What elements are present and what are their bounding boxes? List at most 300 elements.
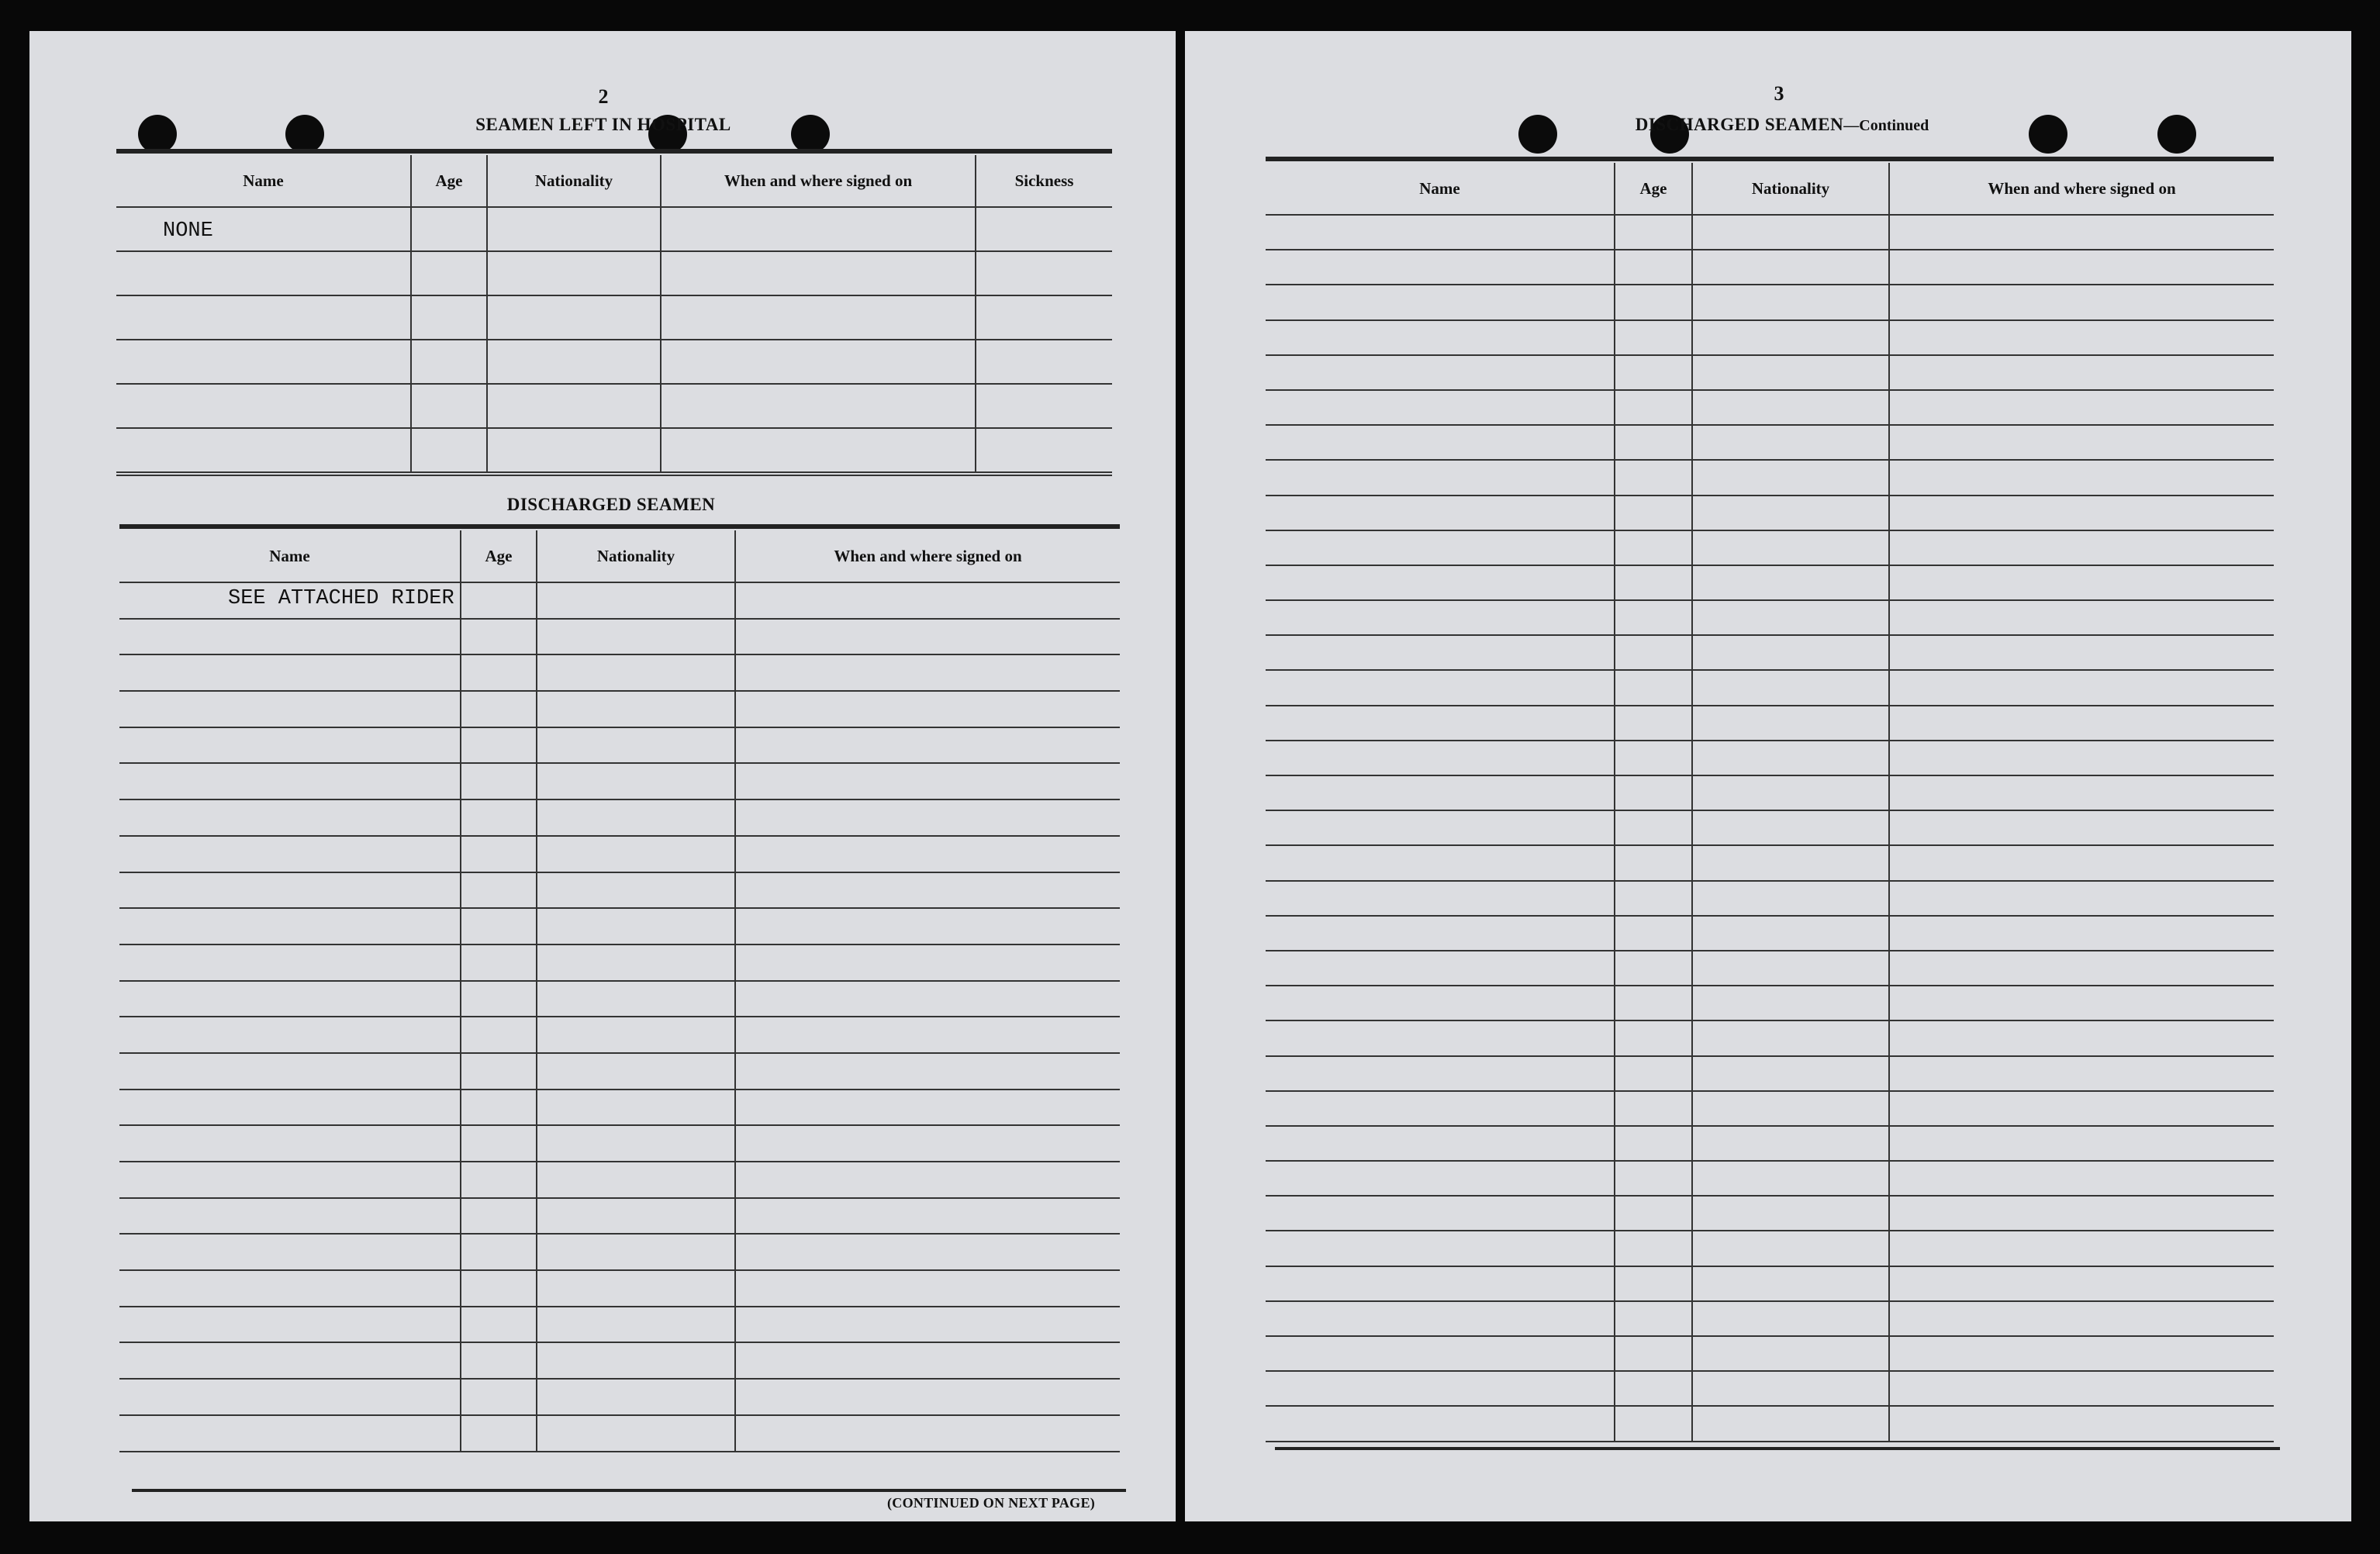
table-cell[interactable]: [1889, 1020, 2274, 1055]
table-cell[interactable]: [537, 908, 735, 944]
table-cell[interactable]: [461, 582, 537, 619]
table-cell[interactable]: [116, 384, 411, 428]
table-cell[interactable]: [537, 1342, 735, 1379]
table-cell[interactable]: [1692, 1371, 1889, 1406]
table-cell[interactable]: [735, 619, 1120, 655]
table-cell[interactable]: [487, 207, 661, 251]
table-cell[interactable]: [1889, 1336, 2274, 1371]
table-cell[interactable]: [1615, 250, 1692, 285]
table-cell[interactable]: [976, 251, 1112, 295]
table-cell[interactable]: [461, 1342, 537, 1379]
table-cell[interactable]: [1615, 1020, 1692, 1055]
table-cell[interactable]: [1615, 355, 1692, 390]
table-cell[interactable]: [461, 1198, 537, 1235]
table-cell[interactable]: [1615, 285, 1692, 319]
table-row: [119, 619, 1120, 655]
table-cell[interactable]: [1889, 425, 2274, 460]
table-cell[interactable]: [487, 295, 661, 340]
table-cell[interactable]: [1266, 530, 1615, 565]
table-cell[interactable]: [537, 1379, 735, 1415]
table-cell[interactable]: [1889, 1406, 2274, 1441]
table-cell[interactable]: [411, 384, 487, 428]
table-cell[interactable]: [461, 1234, 537, 1270]
table-cell[interactable]: [537, 1162, 735, 1198]
table-cell[interactable]: [1615, 810, 1692, 845]
table-cell[interactable]: [461, 908, 537, 944]
table-cell[interactable]: [1615, 670, 1692, 705]
table-cell[interactable]: [735, 1415, 1120, 1452]
table-cell[interactable]: [116, 251, 411, 295]
table-cell[interactable]: [1692, 881, 1889, 916]
table-cell[interactable]: [1615, 565, 1692, 600]
table-cell[interactable]: [1889, 1301, 2274, 1336]
table-cell[interactable]: [119, 619, 461, 655]
table-cell[interactable]: [119, 872, 461, 909]
table-cell[interactable]: [1615, 530, 1692, 565]
table-cell[interactable]: [661, 384, 976, 428]
table-cell[interactable]: [1266, 355, 1615, 390]
hospital-table: [116, 155, 1112, 473]
table-cell[interactable]: [461, 1415, 537, 1452]
table-cell[interactable]: [1692, 1196, 1889, 1231]
table-row: [119, 727, 1120, 764]
table-cell[interactable]: [1889, 460, 2274, 495]
table-cell[interactable]: [1889, 1161, 2274, 1196]
table-row: [119, 1162, 1120, 1198]
table-cell[interactable]: [119, 944, 461, 981]
table-cell[interactable]: [411, 340, 487, 384]
table-cell[interactable]: [119, 799, 461, 836]
table-cell[interactable]: [1266, 670, 1615, 705]
table-cell[interactable]: [537, 1234, 735, 1270]
table-cell[interactable]: [976, 428, 1112, 472]
table-cell[interactable]: [1266, 1266, 1615, 1301]
table-cell[interactable]: [537, 1017, 735, 1053]
table-cell[interactable]: [461, 944, 537, 981]
table-cell[interactable]: [735, 763, 1120, 799]
table-cell[interactable]: [1615, 1231, 1692, 1266]
table-cell[interactable]: [1266, 706, 1615, 741]
table-cell[interactable]: [735, 1198, 1120, 1235]
table-cell[interactable]: [537, 1090, 735, 1126]
table-cell[interactable]: [1889, 845, 2274, 880]
table-cell[interactable]: [411, 251, 487, 295]
table-cell[interactable]: [735, 1090, 1120, 1126]
table-cell[interactable]: [1692, 810, 1889, 845]
table-cell[interactable]: [1266, 881, 1615, 916]
table-cell[interactable]: [1615, 1196, 1692, 1231]
table-cell[interactable]: [1692, 775, 1889, 810]
table-cell[interactable]: [1615, 1056, 1692, 1091]
table-cell[interactable]: [1615, 916, 1692, 951]
table-row: [119, 1415, 1120, 1452]
table-cell[interactable]: [1266, 285, 1615, 319]
table-cell[interactable]: [1889, 986, 2274, 1020]
table-cell[interactable]: [1615, 1091, 1692, 1126]
table-cell[interactable]: [1266, 1161, 1615, 1196]
table-cell[interactable]: [1889, 635, 2274, 670]
table-cell[interactable]: [119, 1125, 461, 1162]
table-cell[interactable]: [537, 836, 735, 872]
table-cell[interactable]: [1692, 741, 1889, 775]
table-cell[interactable]: [1266, 1056, 1615, 1091]
table-cell[interactable]: [1266, 496, 1615, 530]
table-cell[interactable]: [461, 799, 537, 836]
table-row: [119, 654, 1120, 691]
table-cell[interactable]: [119, 1162, 461, 1198]
table-cell[interactable]: [661, 340, 976, 384]
table-row: [1266, 1196, 2274, 1231]
table-cell[interactable]: [1889, 881, 2274, 916]
table-cell[interactable]: [1889, 355, 2274, 390]
table-cell[interactable]: [1266, 1091, 1615, 1126]
table-row: [119, 799, 1120, 836]
table-cell[interactable]: [661, 207, 976, 251]
table-cell[interactable]: [1692, 565, 1889, 600]
table-cell[interactable]: [735, 1125, 1120, 1162]
table-cell[interactable]: [116, 428, 411, 472]
table-cell[interactable]: [537, 727, 735, 764]
table-cell[interactable]: [1266, 565, 1615, 600]
table-cell[interactable]: [1692, 1056, 1889, 1091]
table-cell[interactable]: [735, 691, 1120, 727]
table-cell[interactable]: [1692, 845, 1889, 880]
table-row: [1266, 565, 2274, 600]
table-cell[interactable]: [487, 340, 661, 384]
table-cell[interactable]: [1615, 600, 1692, 635]
table-cell[interactable]: [119, 836, 461, 872]
table-row: [119, 691, 1120, 727]
table-cell[interactable]: [1266, 460, 1615, 495]
table-cell[interactable]: [1615, 1301, 1692, 1336]
table-cell[interactable]: [119, 908, 461, 944]
table-cell[interactable]: [1615, 775, 1692, 810]
table-cell[interactable]: [1889, 1266, 2274, 1301]
table-cell[interactable]: [735, 872, 1120, 909]
table-cell[interactable]: [1615, 1126, 1692, 1161]
table-cell[interactable]: [1692, 1020, 1889, 1055]
table-cell[interactable]: [1266, 425, 1615, 460]
table-cell[interactable]: [976, 207, 1112, 251]
table-cell[interactable]: [1266, 986, 1615, 1020]
table-cell[interactable]: [119, 1053, 461, 1090]
table-cell[interactable]: [1615, 1336, 1692, 1371]
table-cell[interactable]: [461, 981, 537, 1017]
table-cell[interactable]: [1266, 215, 1615, 250]
table-cell[interactable]: [537, 691, 735, 727]
title-rule: [119, 524, 1120, 529]
table-cell[interactable]: [1266, 775, 1615, 810]
table-cell[interactable]: [487, 384, 661, 428]
table-cell[interactable]: [1615, 706, 1692, 741]
table-cell[interactable]: [537, 1053, 735, 1090]
table-cell[interactable]: [119, 1307, 461, 1343]
table-cell[interactable]: [411, 207, 487, 251]
table-cell[interactable]: [1266, 600, 1615, 635]
table-cell[interactable]: [1615, 951, 1692, 986]
table-cell[interactable]: [119, 727, 461, 764]
table-cell[interactable]: [1266, 916, 1615, 951]
section-title-main: DISCHARGED SEAMEN: [1635, 115, 1844, 134]
table-cell[interactable]: [1692, 916, 1889, 951]
table-cell[interactable]: [461, 1125, 537, 1162]
table-cell[interactable]: [119, 1234, 461, 1270]
table-cell[interactable]: [461, 691, 537, 727]
table-cell[interactable]: [1615, 425, 1692, 460]
table-cell[interactable]: [1615, 986, 1692, 1020]
table-cell[interactable]: [735, 799, 1120, 836]
table-cell[interactable]: [487, 251, 661, 295]
table-cell[interactable]: [119, 1198, 461, 1235]
title-rule: [116, 149, 1112, 154]
table-cell[interactable]: [1889, 1196, 2274, 1231]
table-cell[interactable]: [1889, 1371, 2274, 1406]
table-cell[interactable]: [119, 1090, 461, 1126]
table-cell[interactable]: [116, 207, 411, 251]
table-cell[interactable]: [537, 944, 735, 981]
table-cell[interactable]: [1692, 1091, 1889, 1126]
table-row: [116, 384, 1112, 428]
typed-entry: NONE: [163, 219, 213, 243]
table-cell[interactable]: [1266, 1126, 1615, 1161]
table-row: [116, 340, 1112, 384]
table-cell[interactable]: [1889, 496, 2274, 530]
table-cell[interactable]: [1692, 1126, 1889, 1161]
table-cell[interactable]: [735, 1017, 1120, 1053]
table-cell[interactable]: [735, 981, 1120, 1017]
table-cell[interactable]: [119, 1270, 461, 1307]
punch-hole: [2029, 115, 2067, 154]
table-cell[interactable]: [1692, 1161, 1889, 1196]
table-cell[interactable]: [461, 1053, 537, 1090]
table-cell[interactable]: [461, 1162, 537, 1198]
table-cell[interactable]: [1692, 390, 1889, 425]
table-cell[interactable]: [537, 1125, 735, 1162]
table-row: [1266, 530, 2274, 565]
table-cell[interactable]: [1615, 1406, 1692, 1441]
table-cell[interactable]: [1615, 460, 1692, 495]
table-cell[interactable]: [116, 295, 411, 340]
discharged-continued-table: [1266, 163, 2274, 1442]
table-cell[interactable]: [976, 295, 1112, 340]
table-cell[interactable]: [1889, 285, 2274, 319]
table-cell[interactable]: [1692, 355, 1889, 390]
table-cell[interactable]: [735, 654, 1120, 691]
table-cell[interactable]: [735, 944, 1120, 981]
table-cell[interactable]: [1615, 741, 1692, 775]
table-cell[interactable]: [1692, 1336, 1889, 1371]
table-bottom-rule: [116, 475, 1112, 476]
table-row: [116, 428, 1112, 472]
table-cell[interactable]: [1889, 390, 2274, 425]
table-cell[interactable]: [537, 981, 735, 1017]
table-cell[interactable]: [735, 908, 1120, 944]
table-cell[interactable]: [661, 428, 976, 472]
table-cell[interactable]: [119, 981, 461, 1017]
table-cell[interactable]: [487, 428, 661, 472]
table-cell[interactable]: [1889, 1126, 2274, 1161]
table-cell[interactable]: [461, 1307, 537, 1343]
table-cell[interactable]: [1692, 285, 1889, 319]
table-cell[interactable]: [537, 1415, 735, 1452]
table-cell[interactable]: [1692, 250, 1889, 285]
table-cell[interactable]: [1615, 635, 1692, 670]
table-cell[interactable]: [119, 691, 461, 727]
table-cell[interactable]: [537, 619, 735, 655]
table-cell[interactable]: [976, 384, 1112, 428]
table-cell[interactable]: [735, 1162, 1120, 1198]
table-cell[interactable]: [1266, 741, 1615, 775]
table-cell[interactable]: [1615, 1161, 1692, 1196]
table-cell[interactable]: [735, 1234, 1120, 1270]
table-cell[interactable]: [1692, 706, 1889, 741]
table-cell[interactable]: [119, 1017, 461, 1053]
table-cell[interactable]: [411, 428, 487, 472]
table-cell[interactable]: [537, 582, 735, 619]
table-cell[interactable]: [1889, 775, 2274, 810]
table-cell[interactable]: [461, 1090, 537, 1126]
table-cell[interactable]: [119, 1342, 461, 1379]
table-cell[interactable]: [735, 1053, 1120, 1090]
table-row: [1266, 741, 2274, 775]
table-cell[interactable]: [1266, 1020, 1615, 1055]
table-cell[interactable]: [1889, 215, 2274, 250]
table-cell[interactable]: [1692, 986, 1889, 1020]
table-cell[interactable]: [1266, 951, 1615, 986]
table-cell[interactable]: [1615, 390, 1692, 425]
table-row: [119, 872, 1120, 909]
table-cell[interactable]: [461, 1270, 537, 1307]
table-cell[interactable]: [1266, 250, 1615, 285]
table-cell[interactable]: [461, 654, 537, 691]
table-cell[interactable]: [735, 1307, 1120, 1343]
table-cell[interactable]: [1266, 1196, 1615, 1231]
table-cell[interactable]: [1692, 1301, 1889, 1336]
table-cell[interactable]: [1266, 635, 1615, 670]
table-cell[interactable]: [1615, 845, 1692, 880]
table-cell[interactable]: [1692, 1266, 1889, 1301]
table-cell[interactable]: [119, 763, 461, 799]
table-cell[interactable]: [1266, 1336, 1615, 1371]
table-cell[interactable]: [1266, 845, 1615, 880]
table-cell[interactable]: [1266, 810, 1615, 845]
table-cell[interactable]: [1615, 1371, 1692, 1406]
table-cell[interactable]: [119, 1415, 461, 1452]
table-cell[interactable]: [1266, 390, 1615, 425]
table-cell[interactable]: [1889, 706, 2274, 741]
table-cell[interactable]: [661, 251, 976, 295]
table-cell[interactable]: [1692, 425, 1889, 460]
table-row: [1266, 250, 2274, 285]
table-cell[interactable]: [735, 1342, 1120, 1379]
table-cell[interactable]: [461, 1379, 537, 1415]
table-cell[interactable]: [461, 836, 537, 872]
table-cell[interactable]: [1692, 530, 1889, 565]
table-cell[interactable]: [537, 1198, 735, 1235]
page-number: 2: [598, 85, 609, 108]
table-cell[interactable]: [1266, 1406, 1615, 1441]
table-cell[interactable]: [1692, 460, 1889, 495]
table-cell[interactable]: [116, 340, 411, 384]
table-cell[interactable]: [119, 654, 461, 691]
table-cell[interactable]: [461, 619, 537, 655]
table-cell[interactable]: [1266, 1371, 1615, 1406]
table-cell[interactable]: [537, 872, 735, 909]
table-cell[interactable]: [119, 1379, 461, 1415]
table-cell[interactable]: [1889, 1091, 2274, 1126]
table-cell[interactable]: [1266, 1301, 1615, 1336]
table-cell[interactable]: [1889, 250, 2274, 285]
table-cell[interactable]: [1615, 215, 1692, 250]
table-cell[interactable]: [1692, 215, 1889, 250]
table-cell[interactable]: [1266, 320, 1615, 355]
table-cell[interactable]: [537, 654, 735, 691]
table-cell[interactable]: [1889, 1056, 2274, 1091]
table-cell[interactable]: [1615, 881, 1692, 916]
table-cell[interactable]: [735, 582, 1120, 619]
table-cell[interactable]: [1889, 320, 2274, 355]
table-cell[interactable]: [1692, 635, 1889, 670]
table-cell[interactable]: [1889, 670, 2274, 705]
table-cell[interactable]: [735, 727, 1120, 764]
table-cell[interactable]: [1266, 1231, 1615, 1266]
punch-hole: [285, 115, 324, 154]
table-cell[interactable]: [461, 872, 537, 909]
table-cell[interactable]: [461, 763, 537, 799]
table-cell[interactable]: [537, 763, 735, 799]
table-bottom-rule: [132, 1489, 1126, 1492]
table-row: [116, 295, 1112, 340]
table-cell[interactable]: [1692, 1406, 1889, 1441]
table-cell[interactable]: [537, 1270, 735, 1307]
table-row: [1266, 845, 2274, 880]
table-cell[interactable]: [1889, 741, 2274, 775]
table-row: [119, 1307, 1120, 1343]
table-cell[interactable]: [1889, 810, 2274, 845]
table-cell[interactable]: [1615, 320, 1692, 355]
table-cell[interactable]: [1615, 496, 1692, 530]
table-cell[interactable]: [411, 295, 487, 340]
table-cell[interactable]: [1692, 1231, 1889, 1266]
right-page: [1185, 31, 2351, 1521]
table-cell[interactable]: [1889, 600, 2274, 635]
table-cell[interactable]: [1692, 600, 1889, 635]
table-cell[interactable]: [1615, 1266, 1692, 1301]
table-cell[interactable]: [119, 582, 461, 619]
table-cell[interactable]: [1692, 951, 1889, 986]
table-cell[interactable]: [1692, 670, 1889, 705]
table-cell[interactable]: [461, 1017, 537, 1053]
table-cell[interactable]: [1889, 951, 2274, 986]
column-header: Nationality: [1692, 163, 1889, 215]
table-row: [1266, 670, 2274, 705]
table-cell[interactable]: [537, 1307, 735, 1343]
table-cell[interactable]: [661, 295, 976, 340]
table-cell[interactable]: [1889, 530, 2274, 565]
table-cell[interactable]: [1889, 1231, 2274, 1266]
table-cell[interactable]: [1889, 565, 2274, 600]
table-cell[interactable]: [461, 727, 537, 764]
table-cell[interactable]: [1889, 916, 2274, 951]
table-cell[interactable]: [1692, 320, 1889, 355]
table-row: [1266, 810, 2274, 845]
table-cell[interactable]: [735, 1270, 1120, 1307]
table-cell[interactable]: [735, 836, 1120, 872]
table-cell[interactable]: [976, 340, 1112, 384]
table-cell[interactable]: [735, 1379, 1120, 1415]
table-cell[interactable]: [537, 799, 735, 836]
table-cell[interactable]: [1692, 496, 1889, 530]
